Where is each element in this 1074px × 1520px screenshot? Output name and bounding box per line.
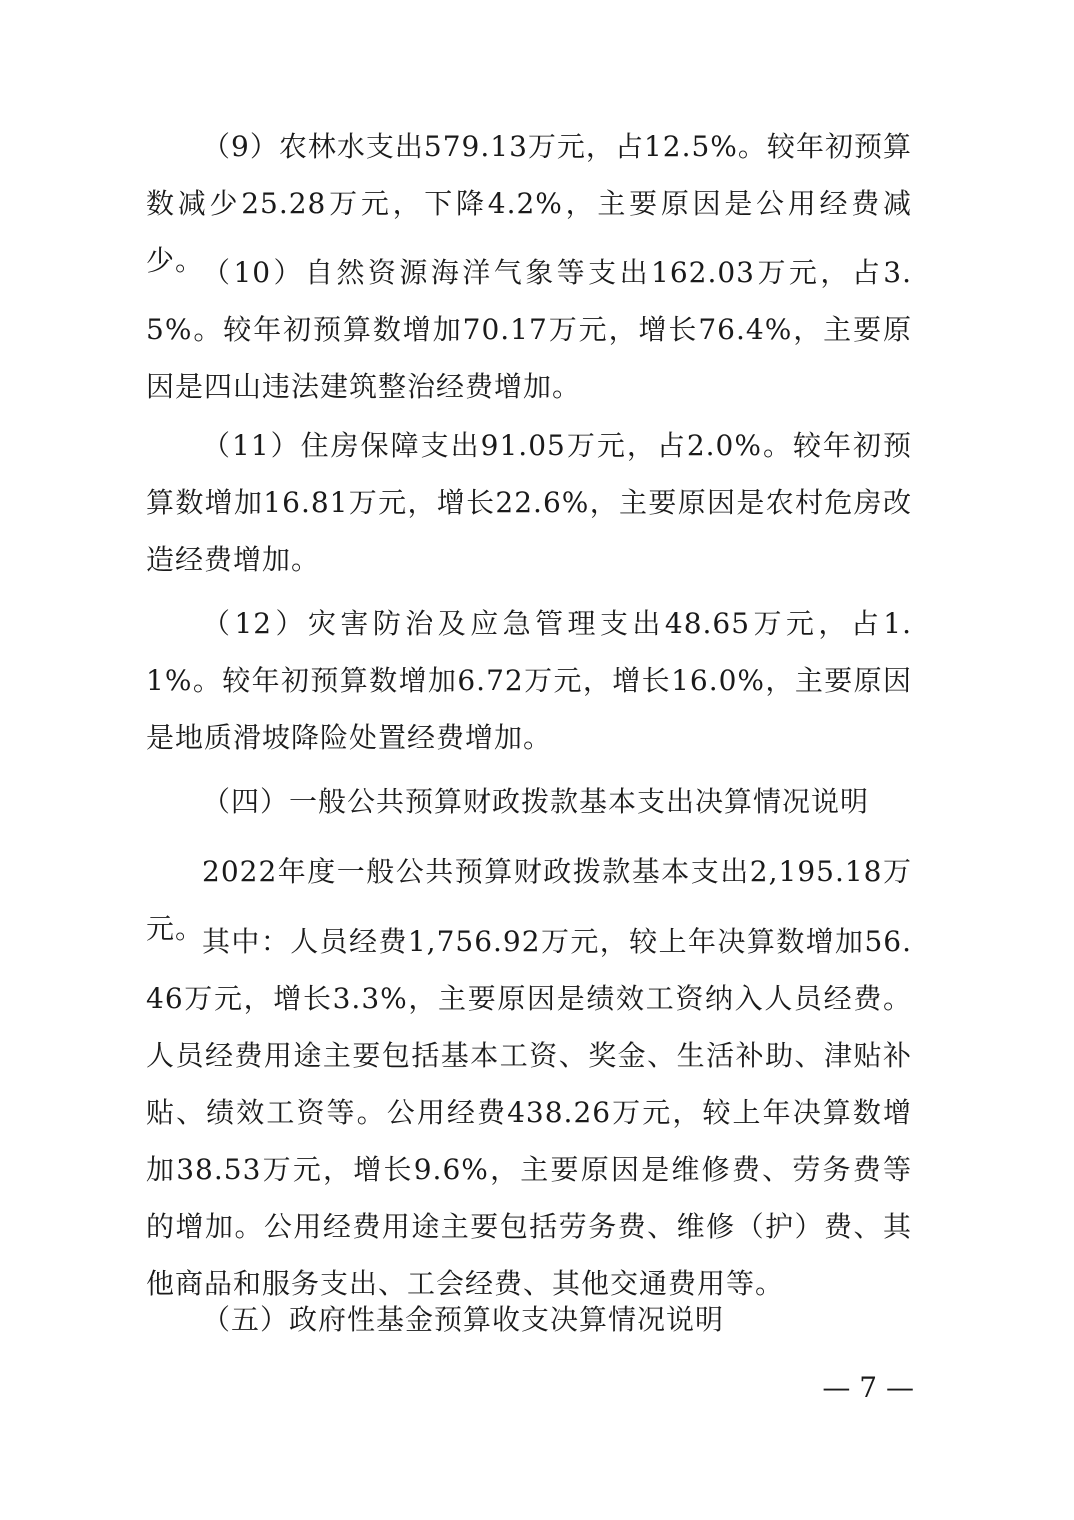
section-4-detail: 其中：人员经费1,756.92万元，较上年决算数增加56.46万元，增长3.3%，主要原因是绩效工资纳入人员经费。人员经费用途主要包括基本工资、奖金、生活补助、津贴补贴、绩效工资等。公用经费438.26万元，较上年决算数增加38.53万元，增长9.6%，主要原因是维修费、劳务费等的增加。公用经费用途主要包括劳务费、维修（护）费、其他商品和服务支出、工会经费、其他交通费用等。 [146,925,912,1300]
paragraph-item-12: （12）灾害防治及应急管理支出48.65万元，占1.1%。较年初预算数增加6.72万元，增长16.0%，主要原因是地质滑坡降险处置经费增加。 [146,607,912,754]
section-heading-4: （四）一般公共预算财政拨款基本支出决算情况说明 [202,785,870,818]
page-number: — 7 — [822,1371,914,1404]
paragraph-item-9: （9）农林水支出579.13万元，占12.5%。较年初预算数减少25.28万元，下降4.2%，主要原因是公用经费减少。 [146,130,912,277]
section-heading-5: （五）政府性基金预算收支决算情况说明 [202,1303,725,1336]
section-4-summary: 2022年度一般公共预算财政拨款基本支出2,195.18万元。 [146,855,912,945]
paragraph-item-11: （11）住房保障支出91.05万元，占2.0%。较年初预算数增加16.81万元，增长22.6%，主要原因是农村危房改造经费增加。 [146,429,912,576]
paragraph-item-10: （10）自然资源海洋气象等支出162.03万元，占3.5%。较年初预算数增加70.17万元，增长76.4%，主要原因是四山违法建筑整治经费增加。 [146,256,912,403]
